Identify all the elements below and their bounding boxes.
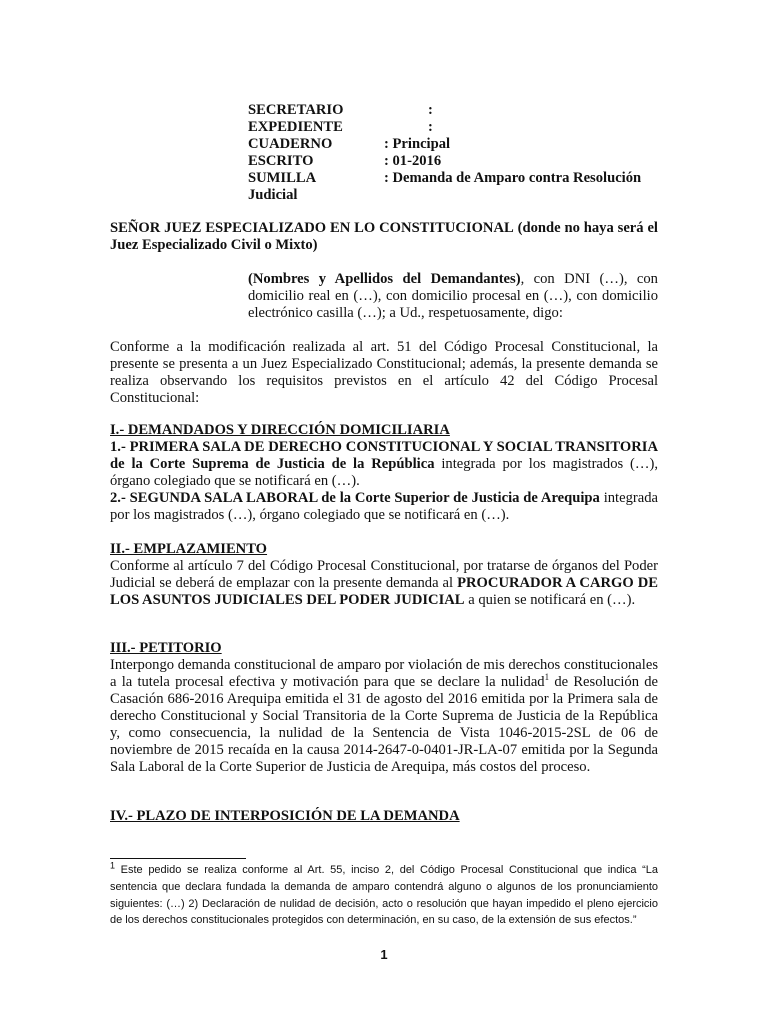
case-header <box>248 102 668 204</box>
section-heading: II.- EMPLAZAMIENTO <box>110 541 268 557</box>
sumilla-continuation: Judicial <box>248 187 298 203</box>
defendant-name: 1.- PRIMERA SALA DE DERECHO CONSTITUCIONAL Y SOCIAL TRANSITORIA de la Corte Suprema de Justicia de la República <box>110 439 658 472</box>
section-demandados <box>110 422 658 524</box>
addressee-note: (donde no haya será el Juez Especializado Civil o Mixto) <box>110 220 658 253</box>
defendant-details: integrada por los magistrados (…), órgano colegiado que se notificará en (…). <box>110 490 658 523</box>
header-value: : 01-2016 <box>384 153 442 169</box>
header-value: : <box>428 102 433 118</box>
plaintiff-name: (Nombres y Apellidos del Demandantes) <box>248 271 521 287</box>
addressee <box>110 220 658 254</box>
section-heading: I.- DEMANDADOS Y DIRECCIÓN DOMICILIARIA <box>110 422 450 438</box>
defendant-item-2 <box>110 490 658 524</box>
plaintiff-details: , con DNI (…), con domicilio real en (…), con domicilio procesal en (…), con domicilio electrónico casilla (…); a Ud., respetuosamente, digo: <box>248 271 658 321</box>
section-petitorio <box>110 640 658 776</box>
header-row-secretario <box>248 102 668 119</box>
header-label: SUMILLA <box>248 170 317 186</box>
header-row-escrito <box>248 153 668 170</box>
page-number: 1 <box>380 947 388 962</box>
header-value: : <box>428 119 433 135</box>
body-text: Conforme al artículo 7 del Código Procesal Constitucional, por tratarse de órganos del Poder Judicial se deberá de emplazar con la presente demanda al <box>110 558 658 591</box>
intro-paragraph: Conforme a la modificación realizada al art. 51 del Código Procesal Constitucional, la presente se presenta a un Juez Especializado Constitucional; además, la presente demanda se realiza observando los requisitos previstos en el artículo 42 del Código Procesal Constitucional: <box>110 339 658 406</box>
header-value: : Demanda de Amparo contra Resolución <box>384 170 642 186</box>
footnote-reference[interactable]: 1 <box>544 672 550 683</box>
section-body <box>110 558 658 609</box>
addressee-title: SEÑOR JUEZ ESPECIALIZADO EN LO CONSTITUCIONAL <box>110 220 514 236</box>
header-label: SECRETARIO <box>248 102 344 118</box>
header-row-cuaderno <box>248 136 668 153</box>
header-row-sumilla <box>248 170 668 187</box>
footnote-text: Este pedido se realiza conforme al Art. 55, inciso 2, del Código Procesal Constitucional que indica “La sentencia que declara fundada la demanda de amparo contendrá alguno o algunos de los pronunciamiento siguientes: (…) 2) Declaración de nulidad de decisión, acto o resolución que hayan impedido el pleno ejercicio de los derechos constitucionales protegidos con determinación, en su caso, de la extensión de sus efectos.” <box>110 864 658 927</box>
section-plazo <box>110 808 658 825</box>
plaintiff-paragraph <box>248 271 658 322</box>
section-emplazamiento <box>110 541 658 609</box>
procurador-name: PROCURADOR A CARGO DE LOS ASUNTOS JUDICIALES DEL PODER JUDICIAL <box>110 575 658 608</box>
body-text: de Resolución de Casación 686-2016 Arequipa emitida el 31 de agosto del 2016 emitida por la Primera sala de derecho Constitucional y Social Transitoria de la Corte Suprema de Justicia de la República y, como consecuencia, la nulidad de la Sentencia de Vista 1046-2015-2SL de 06 de noviembre de 2015 recaída en la causa 2014-2647-0-0401-JR-LA-07 emitida por la Segunda Sala Laboral de la Corte Superior de Justicia de Arequipa, más costos del proceso. <box>110 674 658 775</box>
defendant-item-1 <box>110 439 658 490</box>
body-text: Interpongo demanda constitucional de amparo por violación de mis derechos constitucionales a la tutela procesal efectiva y motivación para que se declare la nulidad <box>110 657 658 690</box>
defendant-details: integrada por los magistrados (…), órgano colegiado que se notificará en (…). <box>110 456 658 489</box>
footnote-mark: 1 <box>110 860 116 871</box>
header-label: EXPEDIENTE <box>248 119 343 135</box>
defendant-name: 2.- SEGUNDA SALA LABORAL de la Corte Superior de Justicia de Arequipa <box>110 490 600 506</box>
section-heading: III.- PETITORIO <box>110 640 222 656</box>
section-heading: IV.- PLAZO DE INTERPOSICIÓN DE LA DEMANDA <box>110 808 460 824</box>
header-row-expediente <box>248 119 668 136</box>
header-label: CUADERNO <box>248 136 333 152</box>
section-body <box>110 657 658 776</box>
header-value: : Principal <box>384 136 451 152</box>
header-label: ESCRITO <box>248 153 314 169</box>
footnote-separator <box>110 858 246 859</box>
footnote <box>110 862 658 929</box>
body-text: a quien se notificará en (…). <box>464 592 636 608</box>
